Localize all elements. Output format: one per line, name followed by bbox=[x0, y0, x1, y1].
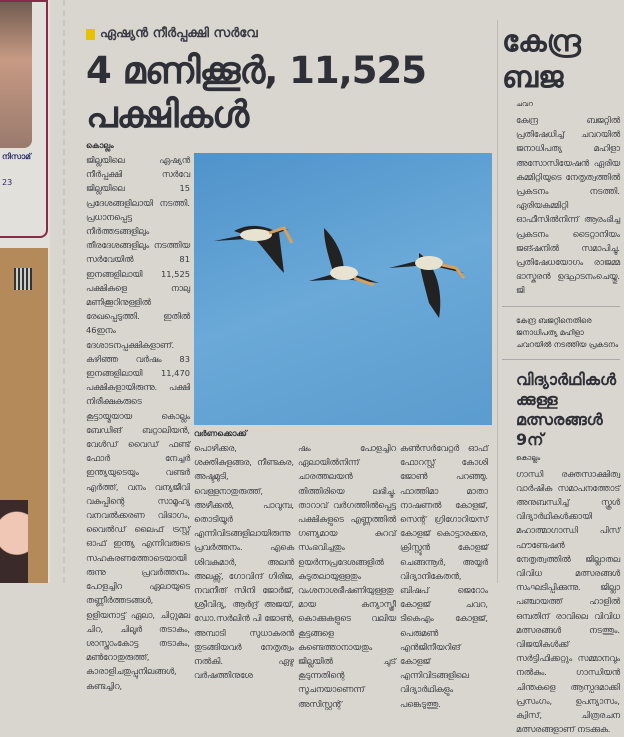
stork-bird-3 bbox=[389, 253, 464, 318]
divider bbox=[502, 359, 620, 360]
photo-caption: വർണക്കൊക്ക് bbox=[194, 429, 247, 438]
article-headline: 4 മണിക്കൂർ, 11,525 പക്ഷികൾ bbox=[86, 49, 426, 136]
article-column-3: ഷം പോളച്ചിറ ഏലായിൽനിന്ന് ചാരത്തലയൻ തിത്തിരിയെ ലഭിച്ചു. താറാവ് വർഗത്തിൽപ്പെട്ട പക്ഷികളുടെ എണ്ണത്തിൽ ഗണ്യമായ കുറവ് സംഭവിച്ചതും ഉയർന്നപ്രദേശങ്ങളിൽ കുടുതലായുള്ളതും വംശനാശഭീഷണിയുള്ളതുമായ കന്യാസ്ത്രീ കൊക്കുകളുടെ വലിയ കൂട്ടങ്ങളെ കണ്ടെത്താനായതും ജില്ലയിൽ ചുട് കൂടുന്നതിന്റെ സൂചനയാണെന്ന് അസിസ്റ്റന്റ് bbox=[298, 443, 396, 709]
ad-photo bbox=[0, 500, 28, 583]
right-headline: കേന്ദ്ര ബജ bbox=[502, 24, 581, 95]
divider bbox=[502, 306, 620, 307]
article-column-4: കൺസർവേറ്റർ ഓഫ് ഫോറസ്റ്റ് കോശി ജോൺ പറഞ്ഞു. ഫാത്തിമാ മാതാ നാഷണൽ കോളജ്, സെന്റ് ഗ്രിഗോറിയസ് കോളജ് കൊട്ടാരക്കര, ക്രിസ്റ്റൂൻ കോളജ് ചെങ്ങന്നൂർ, അയ്യർ വിദ്യാനികേതൻ, ബിഷപ് ജെറോം കോളജ് ചവറ, ടികെഎം കോളജ്, പെരുമൺ എൻജിനീയറിങ് കോളജ് എന്നിവിടങ്ങളിലെ വിദ്യാർഥികളും പങ്കെടുത്തു. bbox=[400, 443, 488, 709]
profile-number: 23 bbox=[2, 178, 13, 187]
article-body bbox=[86, 153, 492, 711]
kicker-row bbox=[86, 26, 492, 41]
stork-bird-2 bbox=[309, 228, 379, 285]
bird-photo bbox=[194, 153, 492, 425]
main-article bbox=[86, 26, 492, 711]
article-kicker: ഏഷ്യൻ നീർപ്പക്ഷി സർവേ bbox=[100, 26, 258, 41]
column-rule bbox=[497, 20, 498, 583]
profile-name: നിസാമ് bbox=[2, 152, 31, 161]
right-dateline: ചവറ bbox=[516, 100, 533, 108]
lower-columns bbox=[194, 441, 492, 711]
article-column-2: പൊഴിക്കര, ശക്തികുളങ്ങര, നീണ്ടകര, അഷ്ടമുടി, വെള്ളനാതുരുത്ത്, അഴീക്കൽ, പാവുമ്പ, തൊടിയൂർ എന്നിവിടങ്ങളിലായിരുന്നു പ്രവർത്തനം. എകെ ശിവകുമാർ, അലൻ അലക്സ്, ഗോവിന്ദ് ഗിരിജ, നവനീത് സിനി ജോർജ്, ശ്രീവിദ്യ, ആർദ്ര് അജയ്, ഡോ.സർലിൻ പി ജോൺ, അമ്പാടി സുധാകരൻ തുടങ്ങിയവർ നേതൃത്വം നൽകി. ഏഴു വർഷത്തിനുശേ bbox=[194, 443, 294, 681]
kicker-square-icon bbox=[86, 29, 95, 40]
qr-code-icon bbox=[14, 268, 32, 290]
right-body: കേന്ദ്ര ബജറ്റിൽ പ്രതിഷേധിച്ച് ചവറയിൽ ജനാധിപത്യ മഹിളാ അസോസിയേഷൻ ഏരിയ കമ്മിറ്റിയുടെ നേതൃത്വത്തിൽ പ്രകടനം നടത്തി. ഏരിയകമ്മിറ്റി ഓഫീസിൽനിന്ന് ആരംഭിച്ച പ്രകടനം ടൈറ്റാനിയം ജങ്ഷനിൽ സമാപിച്ചു. പ്രതിഷേധയോഗം രാജമ്മ ഭാസ്കരൻ ഉദ്ഘാടനംചെയ്തു. ജി bbox=[516, 115, 620, 296]
right-body-2: ഗാന്ധി രക്തസാക്ഷിത്വ വാർഷിക സമാപനത്തോട് അനുബന്ധിച്ച് സ്കൂൾ വിദ്യാർഥികൾക്കായി മഹാത്മാഗാന്ധി പിസ് ഫൗണ്ടേഷൻ നേതൃത്വത്തിൽ ജില്ലാതല വിവിധ മത്സരങ്ങൾ സംഘടിപ്പിക്കുന്നു. ജില്ലാ പഞ്ചായത്ത് ഹാളിൽ ഒമ്പതിന് രാവിലെ വിവിധ മത്സരങ്ങൾ നടത്തും. വിജയികൾക്ക് സർട്ടിഫിക്കറ്റും സമ്മാനവും നൽകും. ഗാന്ധിയൻ ചിന്തകളെ ആസ്പദമാക്കി പ്രസംഗം, ഉപന്യാസം, ക്വിസ്, ചിത്രരചന മത്സരങ്ങളാണ് നടക്കുക. bbox=[516, 468, 620, 735]
article-photo-section bbox=[194, 153, 492, 711]
article-column-1: ജില്ലയിലെ ഏഷ്യൻ നീർപ്പക്ഷി സർവേ ജില്ലയിലെ 15 പ്രദേശങ്ങളിലായി നടത്തി. പ്രധാനപ്പെട്ട നീർത്തടങ്ങളിലും തീരദേശങ്ങളിലും നടത്തിയ സർവേയിൽ 81 ഇനങ്ങളിലായി 11,525 പക്ഷികളെ നാലു മണിക്കൂറിനുള്ളിൽ രേഖപ്പെടുത്തി. ഇതിൽ 46ഇനം ദേശാടനപ്പക്ഷികളാണ്. കഴിഞ്ഞ വർഷം 83 ഇനങ്ങളിലായി 11,470 പക്ഷികളായിരുന്നു. പക്ഷി നിരീക്ഷകരുടെ കൂട്ടായ്മയായ കൊല്ലം ബേഡിങ് ബറ്റാലിയൻ, വേൾഡ് വൈഡ് ഫണ്ട് ഫോർ നേച്ചർ ഇന്ത്യയുടെയും വണ്ടർ എർത്ത്, വനം വന്യജീവി വകുപ്പിന്റെ സാമൂഹ്യ വനവൽക്കരണ വിഭാഗം, വൈൽഡ് ലൈഫ് ട്രസ്റ്റ് ഓഫ് ഇന്ത്യ എന്നിവരുടെ സഹകരണത്തോടെയായിരുന്നു പ്രവർത്തനം. പോളച്ചിറ ഏലായുടെ തണ്ണീർത്തടങ്ങൾ, ഉളിയനാട്ട് ഏലാ, ചിറ്റുമല ചിറ, ചിലൂർ തടാകം, ശാസ്താംകോട്ട തടാകം, മൺറോതുരുത്ത്, കാരാളിചതുപ്പുനിലങ്ങൾ, കണ്ടച്ചിറ, bbox=[86, 155, 190, 691]
right-headline-2: വിദ്യാർഥികൾക്കുള്ള മത്സരങ്ങൾ 9ന് bbox=[516, 369, 617, 449]
stork-bird-1 bbox=[214, 226, 292, 273]
profile-box bbox=[0, 0, 48, 238]
right-column bbox=[502, 24, 620, 737]
right-dateline-2: കൊല്ലം bbox=[516, 453, 541, 462]
column-divider bbox=[63, 0, 66, 583]
right-photo-caption: കേന്ദ്ര ബജറ്റിനെതിരെ ജനാധിപത്യ മഹിളാ ചവറയിൽ നടത്തിയ പ്രകടനം bbox=[516, 315, 619, 349]
article-dateline: കൊല്ലം bbox=[86, 141, 114, 150]
